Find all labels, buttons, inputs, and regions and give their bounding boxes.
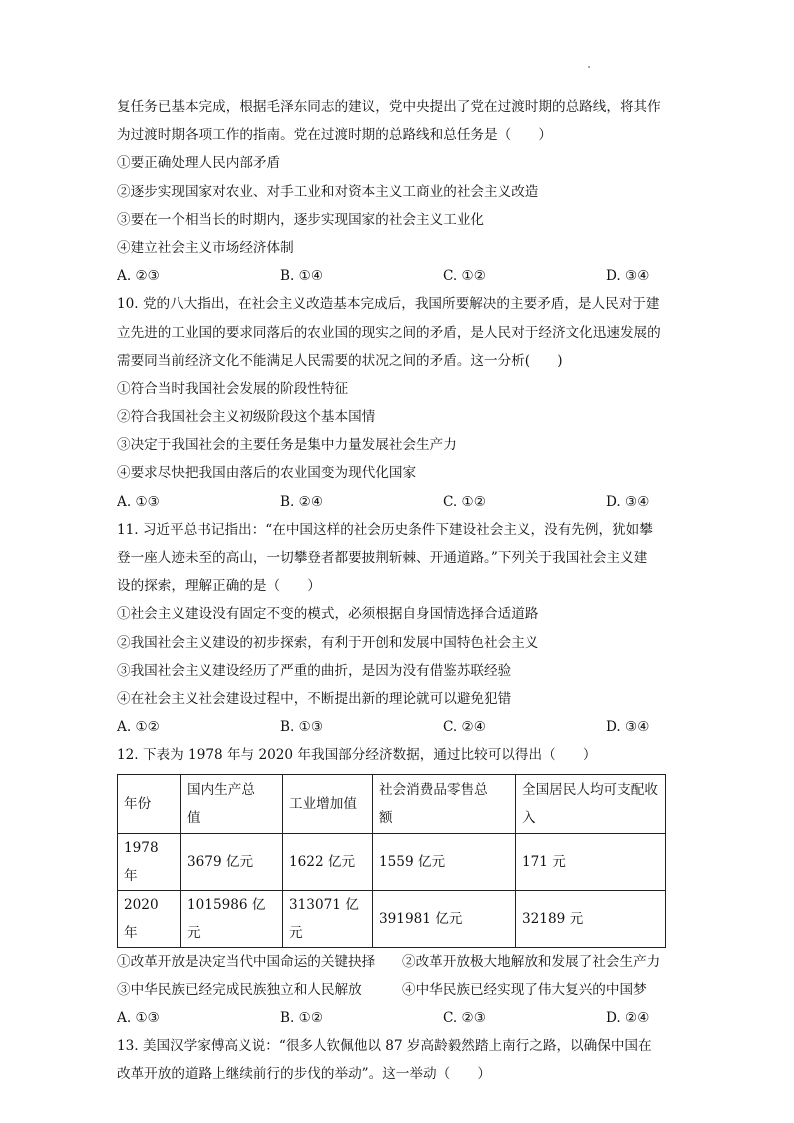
question-stem-line: 登一座人迹未至的高山，一切攀登者都要披荆斩棘、开通道路。”下列关于我国社会主义建 bbox=[117, 550, 648, 566]
option-b: B. ①③ bbox=[280, 719, 324, 736]
question-stem-line: 10. 党的八大指出，在社会主义改造基本完成后，我国所要解决的主要矛盾，是人民对于建 bbox=[117, 296, 660, 313]
question-stem-line: 立先进的工业国的要求同落后的农业国的现实之间的矛盾，是人民对于经济文化迅速发展的 bbox=[117, 324, 661, 341]
statement-item: ②符合我国社会主义初级阶段这个基本国情 bbox=[117, 409, 376, 426]
statement-item: ①社会主义建设没有固定不变的模式，必须根据自身国情选择合适道路 bbox=[117, 606, 539, 623]
table-cell: 32189 元 bbox=[516, 890, 666, 947]
table-header-cell: 工业增加值 bbox=[283, 774, 373, 833]
statement-item: ③要在一个相当长的时期内，逐步实现国家的社会主义工业化 bbox=[117, 211, 485, 228]
question-stem-line: 设的探索，理解正确的是（ ） bbox=[117, 578, 321, 595]
option-c: C. ①② bbox=[443, 268, 486, 285]
statement-item: ④在社会主义社会建设过程中，不断提出新的理论就可以避免犯错 bbox=[117, 690, 512, 707]
table-header-row bbox=[118, 774, 666, 833]
table-row bbox=[118, 833, 666, 890]
question-stem-line: 11. 习近平总书记指出：“在中国这样的社会历史条件下建设社会主义，没有先例，犹如攀 bbox=[117, 521, 653, 538]
table-cell: 2020 年 bbox=[118, 890, 181, 947]
economic-data-table bbox=[117, 774, 666, 948]
question-stem-line: 改革开放的道路上继续前行的步伐的举动”。这一举动（ ） bbox=[117, 1066, 491, 1083]
table-row bbox=[118, 890, 666, 947]
question-stem-line: 复任务已基本完成，根据毛泽东同志的建议，党中央提出了党在过渡时期的总路线，将其作 bbox=[117, 99, 661, 115]
statement-pair bbox=[117, 948, 687, 976]
option-d: D. ③④ bbox=[606, 493, 650, 510]
option-a: A. ①③ bbox=[117, 493, 160, 510]
table-cell: 3679 亿元 bbox=[181, 833, 283, 890]
question-stem-line: 12. 下表为 1978 年与 2020 年我国部分经济数据，通过比较可以得出（ ） bbox=[117, 747, 597, 764]
table-cell: 1559 亿元 bbox=[373, 833, 516, 890]
answer-options bbox=[117, 713, 687, 741]
question-stem-line: 13. 美国汉学家傅高义说：“很多人钦佩他以 87 岁高龄毅然踏上南行之路，以确保中国在 bbox=[117, 1038, 652, 1055]
option-b: B. ①② bbox=[280, 1009, 324, 1026]
option-a: A. ①② bbox=[117, 719, 160, 736]
statement-item: ③中华民族已经完成民族独立和人民解放 bbox=[117, 981, 362, 998]
statement-pair bbox=[117, 976, 687, 1004]
option-a: A. ②③ bbox=[117, 268, 160, 285]
statement-item: ③决定于我国社会的主要任务是集中力量发展社会生产力 bbox=[117, 437, 457, 454]
statement-item: ②逐步实现国家对农业、对手工业和对资本主义工商业的社会主义改造 bbox=[117, 183, 539, 200]
question-12 bbox=[117, 741, 687, 1032]
option-a: A. ①③ bbox=[117, 1009, 160, 1026]
option-d: D. ③④ bbox=[606, 268, 650, 285]
option-c: C. ②④ bbox=[443, 719, 486, 736]
option-d: D. ③④ bbox=[606, 719, 650, 736]
answer-options bbox=[117, 262, 687, 290]
exam-page bbox=[117, 93, 687, 1088]
table-header-cell: 年份 bbox=[118, 774, 181, 833]
option-b: B. ①④ bbox=[280, 268, 324, 285]
table-header-cell: 社会消费品零售总 额 bbox=[373, 774, 516, 833]
question-11 bbox=[117, 516, 687, 742]
table-cell: 313071 亿元 bbox=[283, 890, 373, 947]
statement-item: ④建立社会主义市场经济体制 bbox=[117, 239, 294, 256]
scan-speck bbox=[588, 66, 590, 68]
option-d: D. ②④ bbox=[606, 1009, 650, 1026]
table-cell: 391981 亿元 bbox=[373, 890, 516, 947]
statement-item: ①改革开放是决定当代中国命运的关键抉择 bbox=[117, 953, 376, 970]
table-cell: 1015986 亿元 bbox=[181, 890, 283, 947]
statement-item: ④中华民族已经实现了伟大复兴的中国梦 bbox=[402, 981, 647, 998]
statement-item: ②我国社会主义建设的初步探索，有利于开创和发展中国特色社会主义 bbox=[117, 634, 539, 651]
statement-item: ③我国社会主义建设经历了严重的曲折，是因为没有借鉴苏联经验 bbox=[117, 662, 512, 679]
answer-options bbox=[117, 1004, 687, 1032]
statement-item: ①符合当时我国社会发展的阶段性特征 bbox=[117, 380, 349, 397]
statement-item: ④要求尽快把我国由落后的农业国变为现代化国家 bbox=[117, 465, 417, 482]
question-stem-line: 为过渡时期各项工作的指南。党在过渡时期的总路线和总任务是（ ） bbox=[117, 127, 552, 144]
table-header-cell: 国内生产总 值 bbox=[181, 774, 283, 833]
option-b: B. ②④ bbox=[280, 493, 324, 510]
option-c: C. ②③ bbox=[443, 1009, 486, 1026]
option-c: C. ①② bbox=[443, 493, 486, 510]
statement-item: ②改革开放极大地解放和发展了社会生产力 bbox=[402, 953, 661, 970]
table-cell: 1622 亿元 bbox=[283, 833, 373, 890]
question-stem-line: 需要同当前经济文化不能满足人民需要的状况之间的矛盾。这一分析( ) bbox=[117, 352, 563, 369]
question-13 bbox=[117, 1032, 687, 1088]
table-cell: 171 元 bbox=[516, 833, 666, 890]
question-9 bbox=[117, 93, 687, 290]
statement-item: ①要正确处理人民内部矛盾 bbox=[117, 155, 281, 172]
table-cell: 1978 年 bbox=[118, 833, 181, 890]
question-10 bbox=[117, 290, 687, 516]
table-header-cell: 全国居民人均可支配收 入 bbox=[516, 774, 666, 833]
answer-options bbox=[117, 488, 687, 516]
